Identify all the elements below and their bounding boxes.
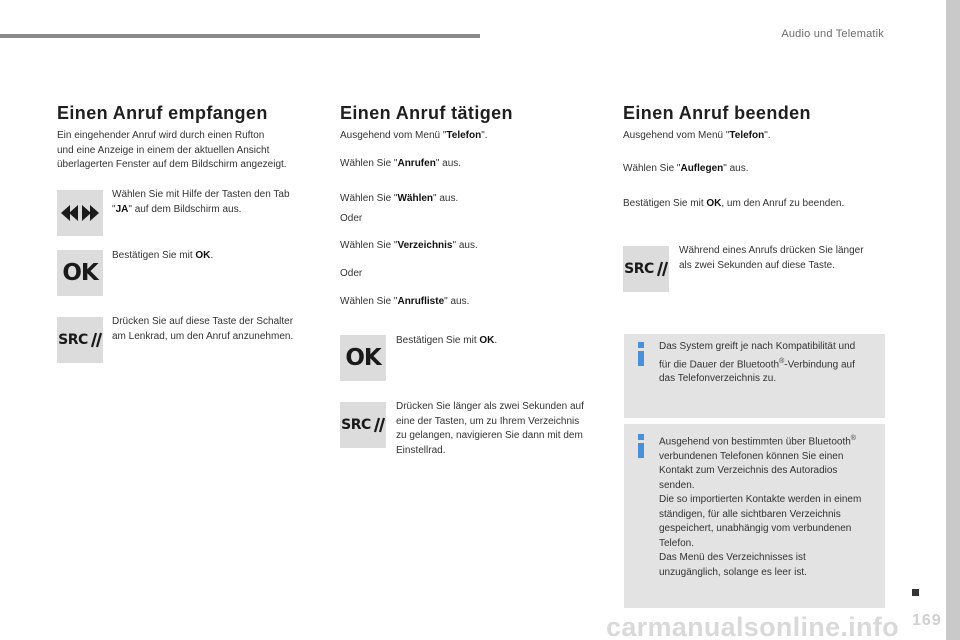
info-icon [636, 342, 646, 366]
intro-line: und eine Anzeige in einem der aktuellen Ansicht [57, 144, 270, 156]
seek-keys-icon [57, 190, 103, 236]
make-step-confirm: Bestätigen Sie mit OK. [396, 335, 498, 346]
end-step-menu: Ausgehend vom Menü "Telefon". [623, 130, 771, 141]
section-title-receive: Einen Anruf empfangen [57, 103, 268, 123]
intro-line: Ein eingehender Anruf wird durch einen Rufton [57, 130, 265, 141]
receive-step-confirm: Bestätigen Sie mit OK. [112, 250, 214, 261]
bold-term: Telefon [729, 130, 765, 141]
src-phone-key-icon: SRC [623, 246, 669, 292]
make-step-menu: Ausgehend vom Menü "Telefon". [340, 130, 488, 141]
section-title-make-call: Einen Anruf tätigen [340, 103, 513, 123]
or-separator: Oder [340, 213, 363, 224]
src-phone-key-icon: SRC [340, 402, 386, 448]
bold-term: Anrufliste [397, 296, 445, 307]
step-line: Einstellrad. [396, 444, 446, 456]
bold-term: Telefon [446, 130, 482, 141]
or-separator: Oder [340, 268, 363, 279]
bold-term: Auflegen [680, 163, 724, 174]
step-line: Drücken Sie länger als zwei Sekunden auf [396, 401, 584, 412]
receive-intro [57, 129, 287, 173]
bold-term: OK [479, 335, 495, 346]
header-title: Audio und Telematik [781, 28, 884, 40]
make-step-anrufen: Wählen Sie "Anrufen" aus. [340, 158, 462, 169]
info-text: Das System greift je nach Kompatibilität und für die Dauer der Bluetooth®-Verbindung auf das Telefonverzeichnis zu. [659, 341, 856, 385]
bold-term: OK [706, 198, 722, 209]
step-line: am Lenkrad, um den Anruf anzunehmen. [112, 330, 294, 342]
ok-key-icon: OK [57, 250, 103, 296]
make-step-verzeichnis: Wählen Sie "Verzeichnis" aus. [340, 240, 478, 251]
step-line: Drücken Sie auf diese Taste der Schalter [112, 316, 294, 327]
make-step-directory [396, 400, 584, 458]
info-text: Ausgehend von bestimmten über Bluetooth® verbundenen Telefonen können Sie einen Kontakt zum Verzeichnis des Autoradios senden. Die so importierten Kontakte werden in einem ständigen, für alle sichtbaren Verzeichnis gespeichert, unabhängig vom verbundenen Telefon. Das Menü des Verzeichnisses ist unzugänglich, solange es leer ist. [659, 435, 862, 578]
receive-step-tab [112, 188, 290, 217]
phone-slash-icon [373, 417, 385, 433]
step-line: Während eines Anrufs drücken Sie länger [679, 245, 864, 256]
bold-term: JA [115, 203, 129, 215]
info-box-contacts [624, 424, 885, 608]
receive-step-answer [112, 315, 293, 344]
make-step-waehlen: Wählen Sie "Wählen" aus. [340, 193, 459, 204]
header-rule [0, 34, 480, 38]
section-title-end-call: Einen Anruf beenden [623, 103, 811, 123]
make-step-anrufliste: Wählen Sie "Anrufliste" aus. [340, 296, 470, 307]
intro-line: überlagerten Fenster auf dem Bildschirm angezeigt. [57, 159, 287, 170]
step-line: als zwei Sekunden auf diese Taste. [679, 259, 836, 271]
bold-term: Verzeichnis [397, 240, 453, 251]
page-edge-strip [946, 0, 960, 640]
phone-slash-icon [90, 332, 102, 348]
end-step-confirm: Bestätigen Sie mit OK, um den Anruf zu beenden. [623, 198, 845, 209]
step-line: "JA" auf dem Bildschirm aus. [112, 203, 242, 215]
info-box-compatibility [624, 334, 885, 418]
page-number: 169 [912, 612, 942, 629]
bold-term: Anrufen [397, 158, 436, 169]
step-line: zu gelangen, navigieren Sie dann mit dem [396, 430, 583, 441]
ok-key-icon: OK [340, 335, 386, 381]
bold-term: OK [195, 250, 211, 261]
end-step-auflegen: Wählen Sie "Auflegen" aus. [623, 163, 749, 174]
step-line: eine der Tasten, um zu Ihrem Verzeichnis [396, 415, 580, 427]
src-phone-key-icon: SRC [57, 317, 103, 363]
phone-slash-icon [656, 261, 668, 277]
bold-term: Wählen [397, 193, 434, 204]
info-icon [636, 434, 646, 458]
end-step-hangup [679, 244, 864, 273]
page-marker [912, 589, 919, 596]
step-line: Wählen Sie mit Hilfe der Tasten den Tab [112, 189, 290, 200]
watermark: carmanualsonline.info [606, 612, 899, 640]
